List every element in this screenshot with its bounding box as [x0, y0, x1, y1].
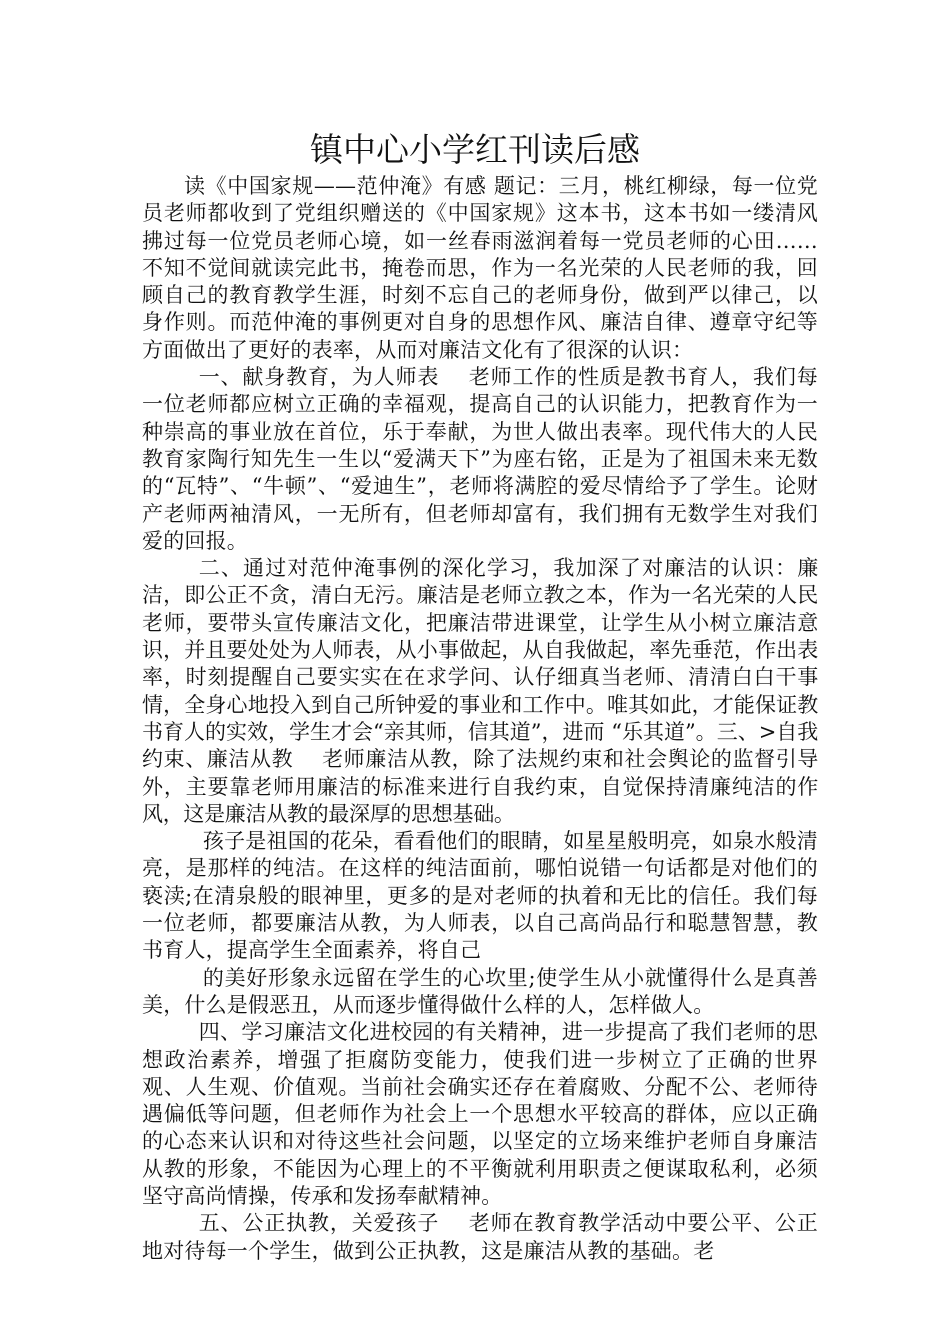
paragraph-section-1: 一、献身教育，为人师表 老师工作的性质是教书育人，我们每一位老师都应树立正确的幸福观，提高自己的认识能力，把教育作为一种崇高的事业放在首位，乐于奉献，为世人做出表率。现代伟大的人民教育家陶行知先生一生以“爱满天下”为座右铭，正是为了祖国未来无数的“瓦特”、“牛顿”、“爱迪生”，老师将满腔的爱尽情给予了学生。论财产老师两袖清风，一无所有，但老师却富有，我们拥有无数学生对我们爱的回报。 [142, 365, 818, 553]
paragraph-section-5: 五、公正执教，关爱孩子 老师在教育教学活动中要公平、公正地对待每一个学生，做到公正执教，这是廉洁从教的基础。老 [142, 1211, 818, 1263]
paragraph-section-2-3: 二、通过对范仲淹事例的深化学习，我加深了对廉洁的认识：廉洁，即公正不贪，清白无污。廉洁是老师立教之本，作为一名光荣的人民老师，要带头宣传廉洁文化，把廉洁带进课堂，让学生从小树立廉洁意识，并且要处处为人师表，从小事做起，从自我做起，率先垂范，作出表率，时刻提醒自己要实实在在求学问、认仔细真当老师、清清白白干事情，全身心地投入到自己所钟爱的事业和工作中。唯其如此，才能保证教书育人的实效，学生才会“亲其师，信其道”，进而 “乐其道”。三、>自我约束、廉洁从教 老师廉洁从教，除了法规约束和社会舆论的监督引导外，主要靠老师用廉洁的标准来进行自我约束，自觉保持清廉纯洁的作风，这是廉洁从教的最深厚的思想基础。 [142, 556, 818, 826]
paragraph-children-continued: 的美好形象永远留在学生的心坎里;使学生从小就懂得什么是真善美，什么是假恶丑，从而逐步懂得做什么样的人，怎样做人。 [142, 965, 818, 1017]
paragraph-children: 孩子是祖国的花朵，看看他们的眼睛，如星星般明亮，如泉水般清亮，是那样的纯洁。在这样的纯洁面前，哪怕说错一句话都是对他们的亵渎;在清泉般的眼神里，更多的是对老师的执着和无比的信任。我们每一位老师，都要廉洁从教，为人师表，以自己高尚品行和聪慧智慧，教书育人，提高学生全面素养，将自己 [142, 829, 818, 963]
page-title: 镇中心小学红刊读后感 [310, 130, 640, 169]
paragraph-section-4: 四、学习廉洁文化进校园的有关精神，进一步提高了我们老师的思想政治素养，增强了拒腐防变能力，使我们进一步树立了正确的世界观、人生观、价值观。当前社会确实还存在着腐败、分配不公、老师待遇偏低等问题，但老师作为社会上一个思想水平较高的群体，应以正确的心态来认识和对待这些社会问题，以坚定的立场来维护老师自身廉洁从教的形象，不能因为心理上的不平衡就利用职责之便谋取私利，必须坚守高尚情操，传承和发扬奉献精神。 [142, 1020, 818, 1208]
document-body [142, 173, 818, 1265]
paragraph-intro: 读《中国家规——范仲淹》有感 题记：三月，桃红柳绿，每一位党员老师都收到了党组织赠送的《中国家规》这本书，这本书如一缕清风拂过每一位党员老师心境，如一丝春雨滋润着每一党员老师的心田…… 不知不觉间就读完此书，掩卷而思，作为一名光荣的人民老师的我，回顾自己的教育教学生涯，时刻不忘自己的老师身份，做到严以律己，以身作则。而范仲淹的事例更对自身的思想作风、廉洁自律、遵章守纪等方面做出了更好的表率，从而对廉洁文化有了很深的认识： [142, 174, 818, 362]
